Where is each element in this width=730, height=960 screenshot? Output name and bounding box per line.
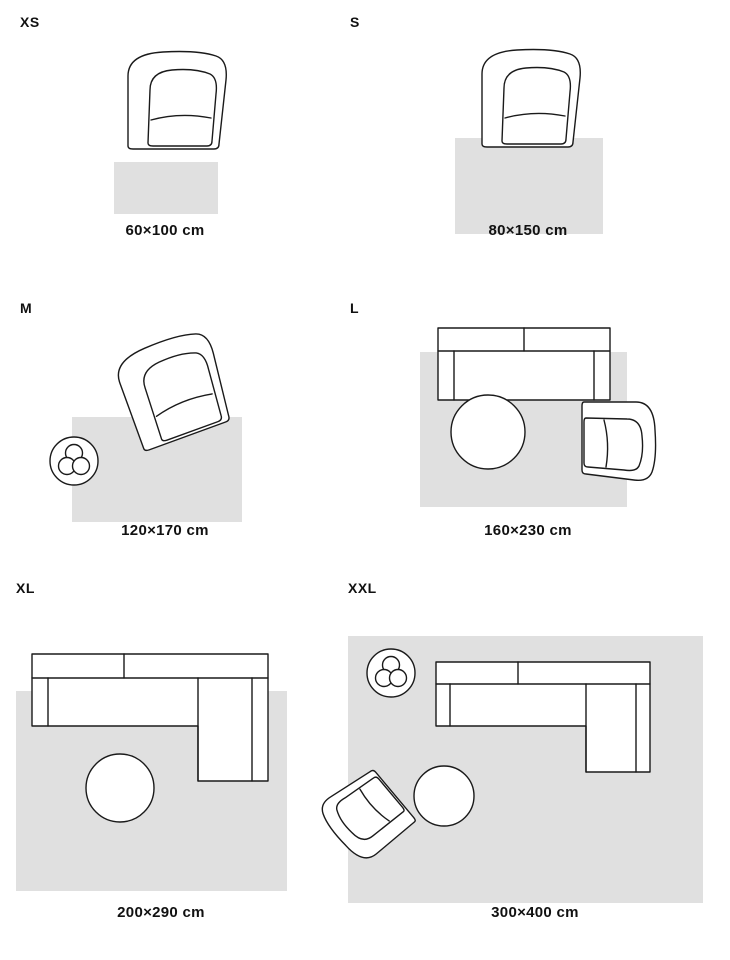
dimension-label-l: 160×230 cm: [484, 522, 572, 539]
round-table-xl: [86, 754, 154, 822]
dimension-label-s: 80×150 cm: [488, 222, 568, 239]
size-label-l: L: [350, 300, 360, 316]
size-label-xs: XS: [20, 14, 40, 30]
plant-m: [50, 437, 98, 485]
armchair-s: [482, 50, 580, 148]
size-card-s: [350, 14, 710, 264]
round-table-l: [451, 395, 525, 469]
rug-shape-s: [455, 138, 603, 234]
rug-shape-xs: [114, 162, 218, 214]
dimension-label-xl: 200×290 cm: [117, 904, 205, 921]
sofa-l: [438, 328, 610, 400]
size-label-xxl: XXL: [348, 580, 377, 596]
dimension-label-xxl: 300×400 cm: [491, 904, 579, 921]
round-table-xxl: [414, 766, 474, 826]
size-label-xl: XL: [16, 580, 35, 596]
size-card-m: [20, 300, 340, 565]
size-card-xxl: [348, 580, 722, 950]
armchair-xs: [128, 52, 226, 150]
dimension-label-xs: 60×100 cm: [125, 222, 205, 239]
dimension-label-m: 120×170 cm: [121, 522, 209, 539]
illustration-s: [350, 28, 710, 213]
illustration-xs: [20, 28, 340, 213]
size-card-l: [350, 300, 710, 565]
illustration-m: [20, 314, 340, 514]
size-card-xl: [16, 580, 336, 950]
illustration-xxl: [328, 596, 722, 896]
armchair-l: [582, 402, 656, 480]
size-label-s: S: [350, 14, 360, 30]
size-label-m: M: [20, 300, 33, 316]
size-card-xs: [20, 14, 340, 264]
plant-xxl: [367, 649, 415, 697]
illustration-xl: [16, 596, 336, 896]
illustration-l: [350, 314, 710, 514]
